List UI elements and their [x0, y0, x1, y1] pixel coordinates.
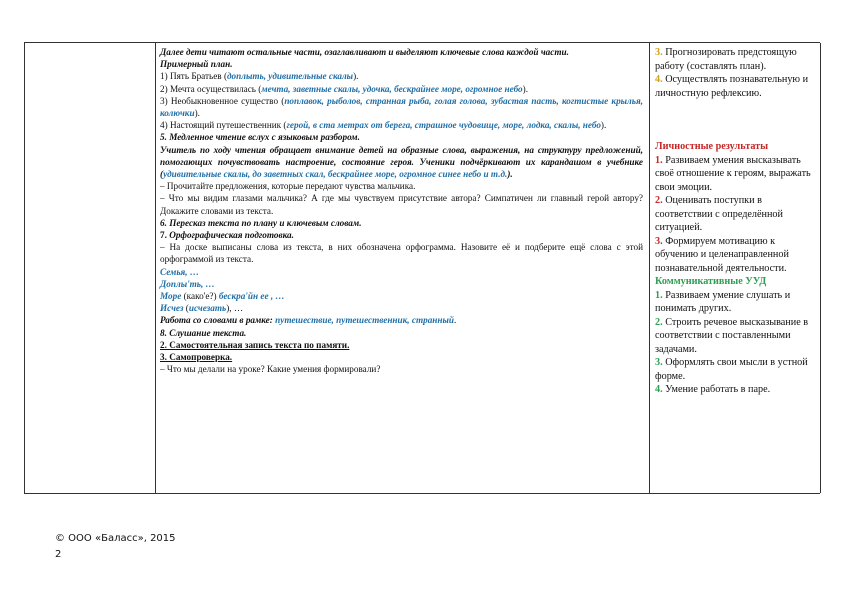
self-check-step: 3. Самопроверка.: [160, 352, 233, 363]
step-7-heading: 7. Орфографическая подготовка.: [160, 230, 294, 241]
result-item: 3. Оформлять свои мысли в устной форме.: [655, 357, 808, 382]
table-column-results: [650, 43, 821, 493]
plan-item-2: 2) Мечта осуществилась (мечта, заветные скалы, удочка, бескрайнее море, огромное небо).: [160, 83, 529, 94]
question-2: – Что мы видим глазами мальчика? А где мы чувствуем присутствие автора? Симпатичен ли главный герой автору? Докажите словами из текста.: [160, 193, 643, 216]
result-item: 2. Строить речевое высказывание в соответствии с поставленными задачами.: [655, 316, 809, 355]
lesson-table: [24, 42, 820, 494]
reflection-question: – Что мы делали на уроке? Какие умения формировали?: [160, 364, 381, 375]
result-item: 1. Развиваем умения высказывать своё отношение к героям, выражать свои эмоции.: [655, 154, 811, 193]
result-item: 4. Умение работать в паре.: [655, 384, 771, 395]
frame-words: Работа со словами в рамке: путешествие, путешественник, странный.: [160, 315, 457, 326]
plan-item-3: 3) Необыкновенное существо (поплавок, рыболов, странная рыба, голая голова, зубастая пасть, когтистые крылья, колючки).: [160, 95, 643, 119]
step-5-heading: 5. Медленное чтение вслух с языковым разбором.: [160, 132, 360, 143]
intro-text: Далее дети читают остальные части, озаглавливают и выделяют ключевые слова каждой части.: [160, 47, 569, 57]
spacer: [655, 100, 818, 140]
communicative-heading: Коммуникативные УУД: [655, 276, 767, 287]
spelling-word-2: Доплы'ть, …: [160, 278, 215, 289]
page-number: 2: [55, 549, 62, 560]
result-item: 3. Формируем мотивацию к обучению и целенаправленной познавательной деятельности.: [655, 235, 789, 274]
spelling-word-1: Семья, …: [160, 266, 200, 277]
personal-results-heading: Личностные результаты: [655, 141, 769, 152]
plan-item-1: 1) Пять Братьев (доплыть, удивительные скалы).: [160, 71, 359, 82]
spelling-word-4: Исчез (исчезать), …: [160, 303, 244, 314]
teacher-note: Учитель по ходу чтения обращает внимание детей на образные слова, выражения, на структуру предложений, помогающих почувствовать настроение, состояние героя. Ученики подчёркивают их карандашом в учебнике (удивительные скалы, до заветных скал, бескрайнее море, огромное синее небо и т.д.).: [160, 144, 643, 180]
result-item: 2. Оценивать поступки в соответствии с определённой ситуацией.: [655, 195, 783, 233]
copyright: © ООО «Баласс», 2015: [55, 533, 176, 544]
step-8-heading: 8. Слушание текста.: [160, 327, 247, 338]
step-6-heading: 6. Пересказ текста по плану и ключевым словам.: [160, 217, 362, 228]
result-item: 1. Развиваем умение слушать и понимать других.: [655, 289, 791, 314]
spelling-task: – На доске выписаны слова из текста, в них обозначена орфограмма. Назовите её и подберите ещё слова с этой орфограммой из текста.: [160, 242, 643, 265]
result-item: 3. Прогнозировать предстоящую работу (составлять план).: [655, 47, 797, 72]
dictation-step: 2. Самостоятельная запись текста по памяти.: [160, 339, 350, 350]
table-column-empty: [25, 43, 156, 493]
plan-item-4: 4) Настоящий путешественник (герой, в ста метрах от берега, страшное чудовище, море, лодка, скалы, небо).: [160, 120, 607, 131]
result-item: 4. Осуществлять познавательную и личностную рефлексию.: [655, 74, 809, 99]
plan-heading: Примерный план.: [160, 59, 233, 70]
table-column-lesson-steps: [156, 43, 650, 493]
spelling-word-3: Море (како'е?) бескра'йн ее , …: [160, 291, 285, 302]
question-1: – Прочитайте предложения, которые передают чувства мальчика.: [160, 181, 416, 192]
